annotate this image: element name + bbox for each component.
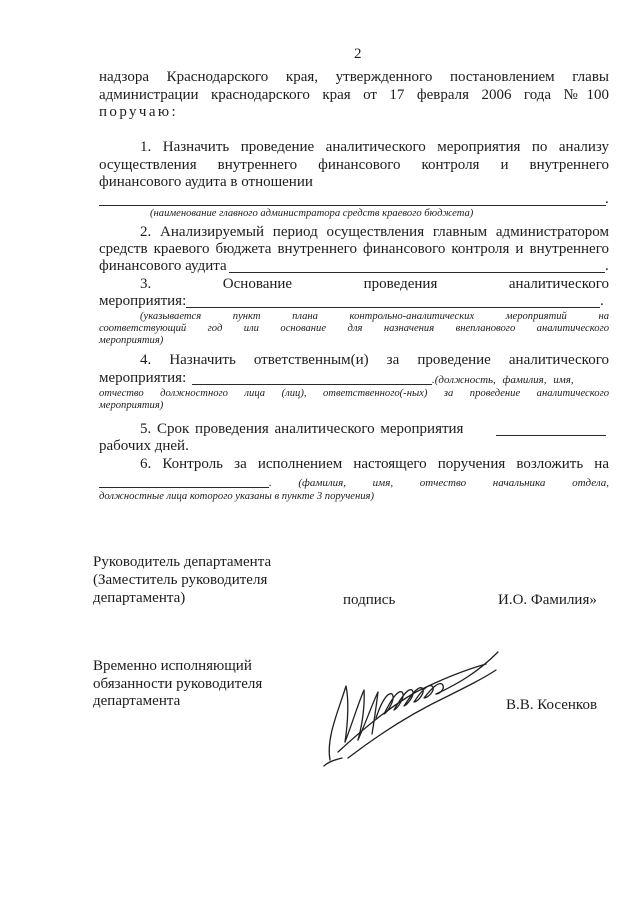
item5-blank-line (496, 435, 606, 436)
item4-hint-3: мероприятия) (99, 400, 164, 411)
item3-hint-2: соответствующий год или основание для назначения внепланового аналитического (99, 323, 609, 334)
item4-line-2-hint: .(должность, фамилия, имя, (432, 374, 574, 386)
item2-blank-line (229, 272, 605, 273)
page-number: 2 (354, 46, 362, 62)
item6-blank-line (99, 487, 269, 488)
item1-line-3: финансового аудита в отношении (99, 174, 313, 190)
item2-line-2: средств краевого бюджета внутреннего финансового контроля и внутреннего (99, 241, 609, 257)
intro-line-2: администрации краснодарского края от 17 февраля 2006 года №100 (99, 87, 609, 103)
item3-line-2: мероприятия: (99, 293, 187, 309)
signature-block1-title-3: департамента) (93, 590, 186, 606)
intro-line-3: поручаю: (99, 104, 179, 120)
item2-line-end: . (605, 258, 609, 274)
item1-line-end: . (605, 191, 609, 207)
item6-line-2-hint: . (фамилия, имя, отчество начальника отдела, (269, 477, 609, 489)
item5-line-1: 5. Срок проведения аналитического мероприятия (140, 421, 464, 437)
signature-block1-name: И.О. Фамилия» (498, 592, 597, 608)
item4-line-2-label: мероприятия: (99, 370, 187, 386)
item5-line-2: рабочих дней. (99, 438, 189, 454)
item2-line-1: 2. Анализируемый период осуществления главным администратором (140, 224, 609, 240)
item1-line-1: 1. Назначить проведение аналитического мероприятия по анализу (140, 139, 609, 155)
item2-line-3: финансового аудита (99, 258, 227, 274)
item4-blank-line (192, 384, 432, 385)
intro-line-1: надзора Краснодарского края, утвержденного постановлением главы (99, 69, 609, 85)
signature-block2-title-1: Временно исполняющий (93, 658, 252, 674)
item3-line-1: 3. Основание проведения аналитического (140, 276, 609, 292)
signature-block1-title-1: Руководитель департамента (93, 554, 272, 570)
item6-hint-2: должностные лица которого указаны в пункте 3 поручения) (99, 491, 374, 502)
signature-block2-name: В.В. Косенков (506, 697, 598, 713)
item4-line-1: 4. Назначить ответственным(и) за проведение аналитического (140, 352, 609, 368)
handwritten-signature (318, 642, 508, 768)
item3-hint-1: (указывается пункт плана контрольно-аналитических мероприятий на (140, 311, 609, 322)
item1-hint: (наименование главного администратора средств краевого бюджета) (150, 208, 474, 219)
item1-line-2: осуществления внутреннего финансового контроля и внутреннего (99, 157, 609, 173)
item1-blank-line (99, 205, 606, 206)
item4-hint-2: отчество должностного лица (лиц), ответственного(-ных) за проведение аналитического (99, 388, 609, 399)
item3-line-end: . (600, 293, 604, 309)
item6-line-1: 6. Контроль за исполнением настоящего поручения возложить на (140, 456, 609, 472)
signature-label: подпись (343, 592, 396, 608)
signature-block2-title-3: департамента (93, 693, 181, 709)
signature-block2-title-2: обязанности руководителя (93, 676, 263, 692)
item3-blank-line (186, 307, 600, 308)
signature-block1-title-2: (Заместитель руководителя (93, 572, 268, 588)
item3-hint-3: мероприятия) (99, 335, 164, 346)
